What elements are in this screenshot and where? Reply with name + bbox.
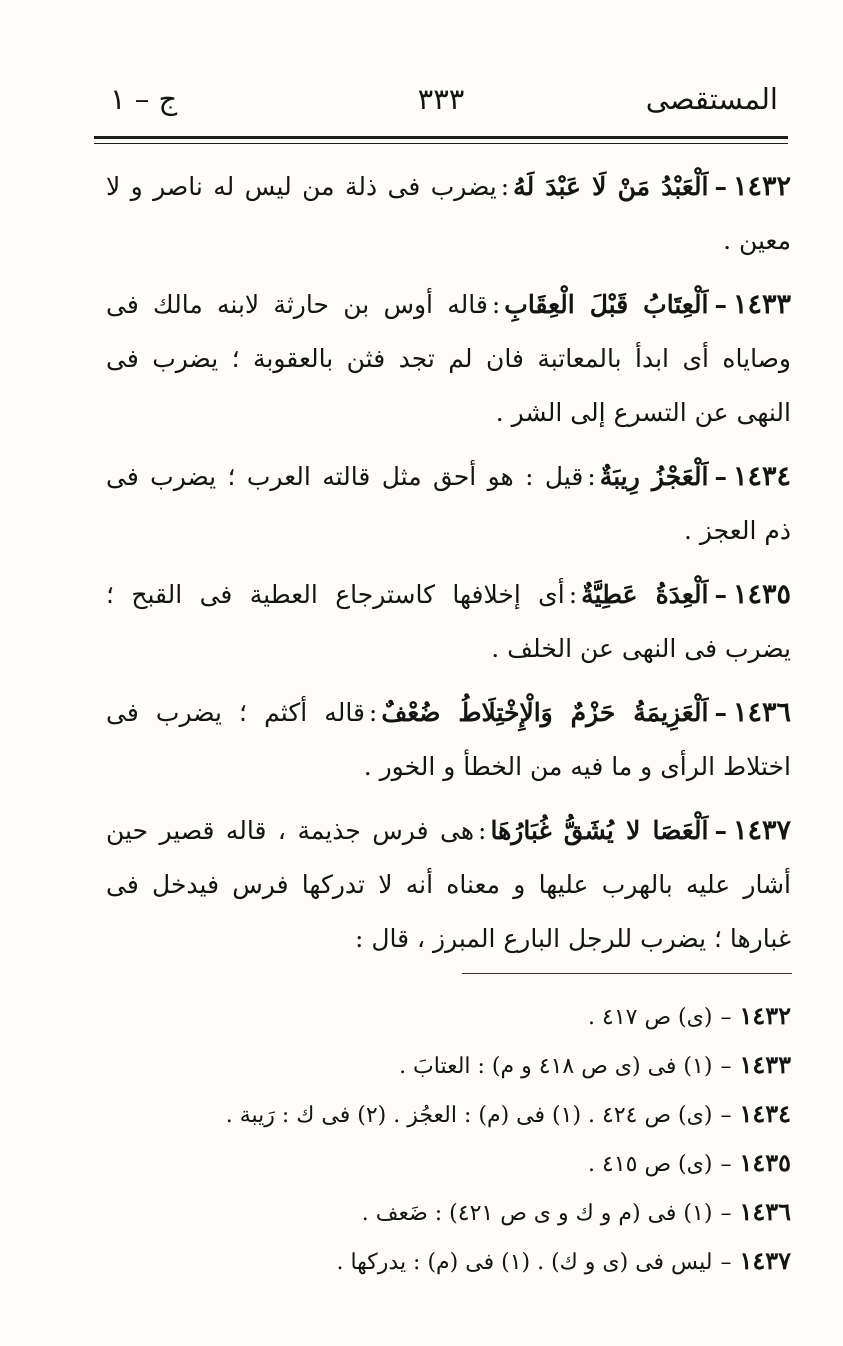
entry-number: ١٤٣٦ xyxy=(732,697,791,728)
proverb-entry-1436: ١٤٣٦–اَلْعَزِيمَةُ حَزْمٌ وَالْإِخْتِلَاطُ ضُعْفٌ:قاله أكثم ؛ يضرب فى اختلاط الرأى و ما فيه من الخطأ و الخور . xyxy=(106,697,791,781)
footnote-1433: ١٤٣٣–(١) فى (ى ص ٤١٨ و م) : العتابَ . xyxy=(399,1050,791,1079)
header-rule-thick xyxy=(94,136,788,139)
proverb-explanation: قاله أكثم ؛ يضرب فى اختلاط الرأى و ما فيه من الخطأ و الخور . xyxy=(106,698,791,781)
footnote-1432: ١٤٣٢–(ى) ص ٤١٧ . xyxy=(588,1001,791,1030)
entry-number: ١٤٣٧ xyxy=(732,815,791,846)
footnote-number: ١٤٣٢ xyxy=(739,1001,791,1030)
footnotes xyxy=(150,992,791,1286)
footnote-number: ١٤٣٥ xyxy=(739,1148,791,1177)
book-title: المستقصى xyxy=(645,82,778,116)
page-header xyxy=(96,78,786,128)
proverb-phrase: اَلْعَبْدُ مَنْ لَا عَبْدَ لَهُ xyxy=(513,172,709,201)
proverb-phrase: اَلْعِتَابُ قَبْلَ الْعِقَابِ xyxy=(504,290,709,319)
entry-number: ١٤٣٢ xyxy=(732,171,791,202)
page-number: ٣٣٣ xyxy=(417,82,465,116)
proverb-explanation: قاله أوس بن حارثة لابنه مالك فى وصاياه أى ابدأ بالمعاتبة فان لم تجد فثن بالعقوبة ؛ يضرب فى النهى عن التسرع إلى الشر . xyxy=(106,290,791,427)
proverb-list xyxy=(106,160,791,976)
footnote-text: (ى) ص ٤٢٤ . (١) فى (م) : العجُز . (٢) فى ك : رَيبة . xyxy=(225,1103,713,1128)
volume-label: ج – ١ xyxy=(110,82,178,116)
footnote-number: ١٤٣٤ xyxy=(739,1099,791,1128)
proverb-explanation: قيل : هو أحق مثل قالته العرب ؛ يضرب فى ذم العجز . xyxy=(106,462,791,545)
proverb-explanation: يضرب فى ذلة من ليس له ناصر و لا معين . xyxy=(106,172,791,255)
footnote-text: ليس فى (ى و ك) . (١) فى (م) : يدركها . xyxy=(336,1250,713,1275)
entry-number: ١٤٣٥ xyxy=(732,579,791,610)
header-rule-thin xyxy=(94,143,788,144)
footnote-1437: ١٤٣٧–ليس فى (ى و ك) . (١) فى (م) : يدركها . xyxy=(336,1246,791,1275)
footnote-rule xyxy=(462,973,792,974)
footnote-text: (١) فى (م و ك و ى ص ٤٢١) : ضَعف . xyxy=(361,1201,713,1226)
proverb-entry-1432: ١٤٣٢–اَلْعَبْدُ مَنْ لَا عَبْدَ لَهُ:يضرب فى ذلة من ليس له ناصر و لا معين . xyxy=(106,171,791,255)
footnote-1435: ١٤٣٥–(ى) ص ٤١٥ . xyxy=(588,1148,791,1177)
proverb-entry-1433: ١٤٣٣–اَلْعِتَابُ قَبْلَ الْعِقَابِ:قاله أوس بن حارثة لابنه مالك فى وصاياه أى ابدأ بالمعاتبة فان لم تجد فثن بالعقوبة ؛ يضرب فى النهى عن التسرع إلى الشر . xyxy=(106,289,792,427)
proverb-explanation: أى إخلافها كاسترجاع العطية فى القبح ؛ يضرب فى النهى عن الخلف . xyxy=(106,580,791,663)
footnote-1436: ١٤٣٦–(١) فى (م و ك و ى ص ٤٢١) : ضَعف . xyxy=(361,1197,791,1226)
footnote-text: (ى) ص ٤١٧ . xyxy=(588,1005,713,1030)
proverb-phrase: اَلْعِدَةُ عَطِيَّةٌ xyxy=(581,580,709,609)
proverb-phrase: اَلْعَجْزُ رِيبَةٌ xyxy=(599,462,709,491)
proverb-entry-1437: ١٤٣٧–اَلْعَصَا لا يُشَقُّ غُبَارُهَا:هى فرس جذيمة ، قاله قصير حين أشار عليه بالهرب عليها و معناه أنه لا تدركها فرس فيدخل فى غبارها ؛ يضرب للرجل البارع المبرز ، قال : xyxy=(106,815,791,953)
proverb-explanation: هى فرس جذيمة ، قاله قصير حين أشار عليه بالهرب عليها و معناه أنه لا تدركها فرس فيدخل فى غبارها ؛ يضرب للرجل البارع المبرز ، قال : xyxy=(106,816,791,953)
footnote-number: ١٤٣٣ xyxy=(739,1050,791,1079)
footnote-1434: ١٤٣٤–(ى) ص ٤٢٤ . (١) فى (م) : العجُز . (٢) فى ك : رَيبة . xyxy=(225,1099,791,1128)
footnote-number: ١٤٣٦ xyxy=(739,1197,791,1226)
proverb-entry-1435: ١٤٣٥–اَلْعِدَةُ عَطِيَّةٌ:أى إخلافها كاسترجاع العطية فى القبح ؛ يضرب فى النهى عن الخلف . xyxy=(106,579,791,663)
entry-number: ١٤٣٤ xyxy=(732,461,791,492)
proverb-phrase: اَلْعَصَا لا يُشَقُّ غُبَارُهَا xyxy=(490,816,709,845)
entry-number: ١٤٣٣ xyxy=(733,289,792,320)
proverb-entry-1434: ١٤٣٤–اَلْعَجْزُ رِيبَةٌ:قيل : هو أحق مثل قالته العرب ؛ يضرب فى ذم العجز . xyxy=(106,461,791,545)
footnote-text: (١) فى (ى ص ٤١٨ و م) : العتابَ . xyxy=(399,1054,713,1079)
footnote-number: ١٤٣٧ xyxy=(739,1246,791,1275)
proverb-phrase: اَلْعَزِيمَةُ حَزْمٌ وَالْإِخْتِلَاطُ ضُعْفٌ xyxy=(381,698,709,727)
footnote-text: (ى) ص ٤١٥ . xyxy=(588,1152,713,1177)
